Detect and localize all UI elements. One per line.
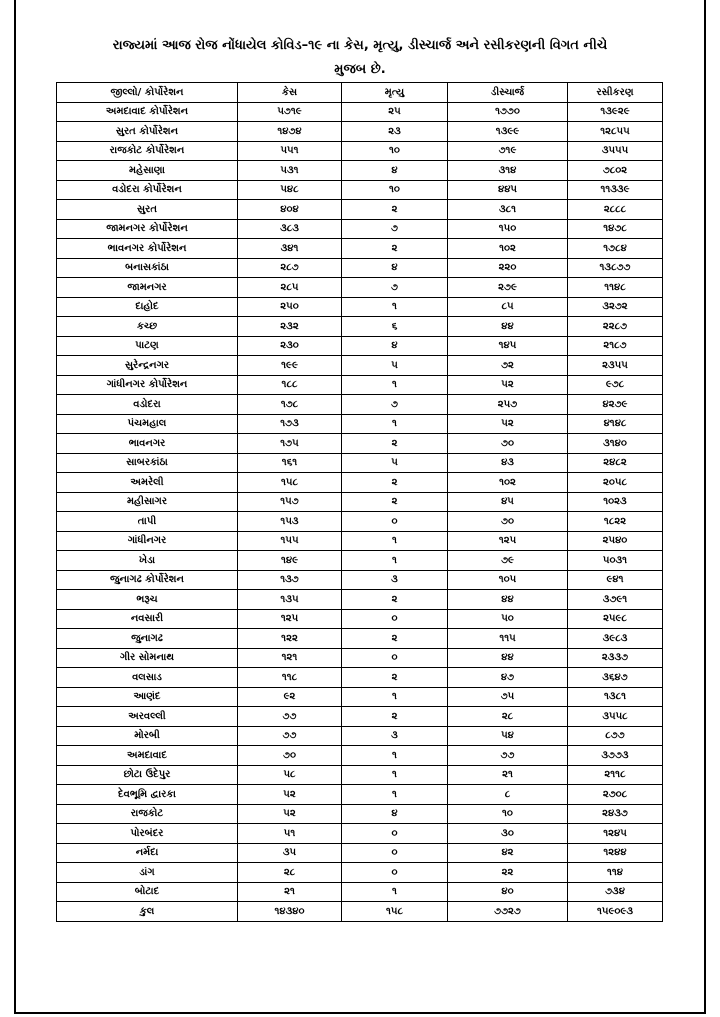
cell-cases: ૨૩૦ — [238, 336, 342, 356]
cell-vaccination: ૩૭૯૧ — [568, 590, 663, 610]
cell-district: જુનાગઢ કોર્પોરેશન — [57, 570, 238, 590]
cell-deaths: ૧ — [342, 765, 448, 785]
cell-vaccination: ૩૨૭૨ — [568, 297, 663, 317]
cell-vaccination: ૨૦૫૮ — [568, 473, 663, 493]
cell-vaccination: ૭૮૦૨ — [568, 161, 663, 181]
covid-stats-table — [56, 82, 663, 922]
cell-cases: ૨૫૦ — [238, 297, 342, 317]
cell-discharge: ૭૯ — [448, 551, 568, 571]
cell-discharge: ૪૦ — [448, 882, 568, 902]
cell-cases: ૨૮૫ — [238, 278, 342, 298]
cell-cases: ૪૦૪ — [238, 200, 342, 220]
cell-discharge: ૧૦૨ — [448, 473, 568, 493]
cell-cases: ૧૩૫ — [238, 590, 342, 610]
cell-deaths: ૨ — [342, 590, 448, 610]
cell-district: ભાવનગર કોર્પોરેશન — [57, 239, 238, 259]
table-row — [57, 726, 663, 746]
cell-vaccination: ૧૩૯૨૯ — [568, 102, 663, 122]
cell-district: ભાવનગર — [57, 434, 238, 454]
cell-district: ગીર સોમનાથ — [57, 648, 238, 668]
cell-district: મોરબી — [57, 726, 238, 746]
cell-discharge: ૩૧૪ — [448, 161, 568, 181]
cell-discharge: ૩૮૧ — [448, 200, 568, 220]
cell-vaccination: ૧૩૮૭૭ — [568, 258, 663, 278]
table-row — [57, 219, 663, 239]
cell-deaths: ૭ — [342, 395, 448, 415]
cell-deaths: ૧ — [342, 375, 448, 395]
cell-vaccination: ૩૬૪૭ — [568, 668, 663, 688]
cell-deaths: ૧ — [342, 531, 448, 551]
table-row — [57, 843, 663, 863]
cell-vaccination: ૯૭૮ — [568, 375, 663, 395]
cell-discharge: ૮ — [448, 785, 568, 805]
cell-vaccination: ૨૨૮૭ — [568, 317, 663, 337]
table-row — [57, 258, 663, 278]
cell-vaccination: ૨૭૦૮ — [568, 785, 663, 805]
cell-deaths: ૭ — [342, 219, 448, 239]
cell-discharge: ૫૨ — [448, 414, 568, 434]
cell-discharge: ૫૨ — [448, 375, 568, 395]
cell-district: આણંદ — [57, 687, 238, 707]
cell-discharge: ૭૫ — [448, 687, 568, 707]
cell-deaths: ૦ — [342, 843, 448, 863]
cell-cases: ૨૮૭ — [238, 258, 342, 278]
cell-district: સુરત કોર્પોરેશન — [57, 122, 238, 142]
cell-vaccination: ૨૮૮૮ — [568, 200, 663, 220]
cell-district: કચ્છ — [57, 317, 238, 337]
cell-cases: ૭૭ — [238, 726, 342, 746]
cell-cases: ૧૪૩૪૦ — [238, 902, 342, 922]
cell-deaths: ૧ — [342, 746, 448, 766]
cell-vaccination: ૩૧૪૦ — [568, 434, 663, 454]
cell-vaccination: ૧૨૪૪ — [568, 843, 663, 863]
cell-deaths: ૨ — [342, 239, 448, 259]
table-row — [57, 395, 663, 415]
cell-district: પંચમહાલ — [57, 414, 238, 434]
cell-deaths: ૩ — [342, 570, 448, 590]
header-discharge: ડીસ્ચાર્જ — [448, 83, 568, 103]
cell-deaths: ૧ — [342, 687, 448, 707]
table-row — [57, 356, 663, 376]
cell-cases: ૧૫૩ — [238, 512, 342, 532]
cell-discharge: ૧૧૫ — [448, 629, 568, 649]
table-row — [57, 375, 663, 395]
cell-deaths: ૨ — [342, 492, 448, 512]
table-row — [57, 473, 663, 493]
cell-cases: ૫૪૮ — [238, 180, 342, 200]
cell-deaths: ૧ — [342, 785, 448, 805]
cell-vaccination: ૮૭૭ — [568, 726, 663, 746]
table-row — [57, 590, 663, 610]
cell-vaccination: ૨૧૧૮ — [568, 765, 663, 785]
cell-vaccination: ૪૨૭૯ — [568, 395, 663, 415]
cell-deaths: ૧૦ — [342, 180, 448, 200]
cell-deaths: ૫ — [342, 453, 448, 473]
cell-district: અમદાવાદ કોર્પોરેશન — [57, 102, 238, 122]
cell-discharge: ૪૪૫ — [448, 180, 568, 200]
cell-deaths: ૨૫ — [342, 102, 448, 122]
cell-cases: ૨૧ — [238, 882, 342, 902]
cell-deaths: ૦ — [342, 512, 448, 532]
table-row — [57, 648, 663, 668]
table-row — [57, 570, 663, 590]
table-row — [57, 161, 663, 181]
table-row — [57, 785, 663, 805]
cell-deaths: ૨ — [342, 629, 448, 649]
cell-discharge: ૨૨ — [448, 863, 568, 883]
cell-district: અરવલ્લી — [57, 707, 238, 727]
header-district: જીલ્લો/ કોર્પોરેશન — [57, 83, 238, 103]
cell-cases: ૧૭૮ — [238, 395, 342, 415]
cell-deaths: ૦ — [342, 863, 448, 883]
title-line-2: મુજબ છે. — [334, 62, 386, 77]
cell-cases: ૧૯૯ — [238, 356, 342, 376]
cell-district: સાબરકાંઠા — [57, 453, 238, 473]
cell-cases: ૫૮ — [238, 765, 342, 785]
cell-discharge: ૧૨૫ — [448, 531, 568, 551]
cell-discharge: ૫૦ — [448, 609, 568, 629]
cell-vaccination: ૭૩૪ — [568, 882, 663, 902]
cell-district: રાજકોટ કોર્પોરેશન — [57, 141, 238, 161]
cell-vaccination: ૩૫૫૫ — [568, 141, 663, 161]
cell-district: નર્મદા — [57, 843, 238, 863]
cell-deaths: ૧૦ — [342, 141, 448, 161]
cell-district: ડાંગ — [57, 863, 238, 883]
cell-cases: ૧૫૮ — [238, 473, 342, 493]
cell-cases: ૧૮૮ — [238, 375, 342, 395]
cell-district: છોટા ઉદેપુર — [57, 765, 238, 785]
cell-district: દેવભૂમિ દ્વારકા — [57, 785, 238, 805]
cell-discharge: ૭૨ — [448, 356, 568, 376]
cell-discharge: ૨૮ — [448, 707, 568, 727]
cell-deaths: ૦ — [342, 648, 448, 668]
table-row — [57, 336, 663, 356]
cell-district: બનાસકાંઠા — [57, 258, 238, 278]
cell-vaccination: ૨૧૮૭ — [568, 336, 663, 356]
table-row — [57, 687, 663, 707]
cell-cases: ૫૩૧ — [238, 161, 342, 181]
cell-deaths: ૪ — [342, 336, 448, 356]
cell-discharge: ૫૪ — [448, 726, 568, 746]
cell-cases: ૨૩૨ — [238, 317, 342, 337]
cell-district: પોરબંદર — [57, 824, 238, 844]
table-row — [57, 512, 663, 532]
cell-district: મહેસાણા — [57, 161, 238, 181]
cell-vaccination: ૩૯૮૩ — [568, 629, 663, 649]
cell-vaccination: ૨૫૯૮ — [568, 609, 663, 629]
title-line-1: રાજ્યમાં આજ રોજ નોંધાયેલ કોવિડ–૧૯ ના કેસ, મૃત્યુ, ડીસ્ચાર્જ અને રસીકરણની વિગત નીચે — [112, 38, 608, 53]
table-row — [57, 668, 663, 688]
cell-district: મહીસાગર — [57, 492, 238, 512]
cell-discharge: ૧૦૨ — [448, 239, 568, 259]
cell-deaths: ૧ — [342, 882, 448, 902]
cell-discharge: ૪૪ — [448, 648, 568, 668]
cell-cases: ૧૨૨ — [238, 629, 342, 649]
table-row — [57, 609, 663, 629]
cell-vaccination: ૫૦૩૧ — [568, 551, 663, 571]
table-row — [57, 824, 663, 844]
cell-vaccination: ૧૨૪૫ — [568, 824, 663, 844]
cell-vaccination: ૧૫૯૦૯૩ — [568, 902, 663, 922]
table-row — [57, 141, 663, 161]
cell-vaccination: ૧૦૨૩ — [568, 492, 663, 512]
cell-district: સુરેન્દ્રનગર — [57, 356, 238, 376]
cell-discharge: ૭૦ — [448, 512, 568, 532]
table-row — [57, 200, 663, 220]
cell-vaccination: ૪૧૪૮ — [568, 414, 663, 434]
cell-district: અમરેલી — [57, 473, 238, 493]
cell-district: બોટાદ — [57, 882, 238, 902]
cell-deaths: ૪ — [342, 161, 448, 181]
cell-cases: ૧૭૫ — [238, 434, 342, 454]
cell-vaccination: ૧૧૪૮ — [568, 278, 663, 298]
cell-vaccination: ૧૭૮૪ — [568, 239, 663, 259]
cell-district: નવસારી — [57, 609, 238, 629]
cell-deaths: ૪ — [342, 258, 448, 278]
table-body — [57, 102, 663, 921]
cell-discharge: ૧૭૭૦ — [448, 102, 568, 122]
table-row — [57, 765, 663, 785]
cell-cases: ૧૫૫ — [238, 531, 342, 551]
cell-cases: ૧૨૫ — [238, 609, 342, 629]
table-header-row — [57, 83, 663, 103]
cell-vaccination: ૧૨૮૫૫ — [568, 122, 663, 142]
cell-deaths: ૫ — [342, 356, 448, 376]
cell-vaccination: ૯૪૧ — [568, 570, 663, 590]
table-row — [57, 882, 663, 902]
cell-discharge: ૧૫૦ — [448, 219, 568, 239]
cell-vaccination: ૨૪૩૭ — [568, 804, 663, 824]
cell-district: રાજકોટ — [57, 804, 238, 824]
cell-vaccination: ૨૫૪૦ — [568, 531, 663, 551]
cell-discharge: ૨૨૦ — [448, 258, 568, 278]
cell-cases: ૧૪૭૪ — [238, 122, 342, 142]
cell-discharge: ૪૪ — [448, 317, 568, 337]
cell-vaccination: ૩૭૭૩ — [568, 746, 663, 766]
table-row — [57, 804, 663, 824]
table-row — [57, 434, 663, 454]
cell-cases: ૩૫ — [238, 843, 342, 863]
cell-district: અમદાવાદ — [57, 746, 238, 766]
table-row — [57, 102, 663, 122]
cell-deaths: ૭ — [342, 278, 448, 298]
cell-discharge: ૨૭૯ — [448, 278, 568, 298]
table-row — [57, 453, 663, 473]
cell-deaths: ૨ — [342, 434, 448, 454]
cell-vaccination: ૧૧૩૩૯ — [568, 180, 663, 200]
cell-discharge: ૧૦૫ — [448, 570, 568, 590]
table-row — [57, 180, 663, 200]
cell-vaccination: ૧૮૨૨ — [568, 512, 663, 532]
cell-discharge: ૪૭ — [448, 668, 568, 688]
cell-district: દાહોદ — [57, 297, 238, 317]
header-deaths: મૃત્યુ — [342, 83, 448, 103]
table-row — [57, 317, 663, 337]
cell-cases: ૩૪૧ — [238, 239, 342, 259]
cell-vaccination: ૨૩૩૭ — [568, 648, 663, 668]
table-row — [57, 278, 663, 298]
cell-district: ગાંધીનગર — [57, 531, 238, 551]
cell-cases: ૧૬૧ — [238, 453, 342, 473]
cell-discharge: ૮૫ — [448, 297, 568, 317]
cell-discharge: ૭૭૨૭ — [448, 902, 568, 922]
cell-discharge: ૪૫ — [448, 492, 568, 512]
cell-discharge: ૪૨ — [448, 843, 568, 863]
table-row — [57, 629, 663, 649]
cell-deaths: ૪ — [342, 804, 448, 824]
cell-discharge: ૭૦ — [448, 434, 568, 454]
cell-district: ખેડા — [57, 551, 238, 571]
table-row — [57, 746, 663, 766]
cell-district: વડોદરા કોર્પોરેશન — [57, 180, 238, 200]
cell-discharge: ૧૪૫ — [448, 336, 568, 356]
cell-discharge: ૪૪ — [448, 590, 568, 610]
cell-district: પાટણ — [57, 336, 238, 356]
cell-cases: ૧૭૩ — [238, 414, 342, 434]
cell-district: વડોદરા — [57, 395, 238, 415]
table-row — [57, 122, 663, 142]
cell-deaths: ૩ — [342, 726, 448, 746]
cell-discharge: ૨૫૭ — [448, 395, 568, 415]
table-row — [57, 492, 663, 512]
table-row — [57, 863, 663, 883]
cell-vaccination: ૨૩૫૫ — [568, 356, 663, 376]
cell-cases: ૭૦ — [238, 746, 342, 766]
document-title — [60, 34, 660, 82]
cell-deaths: ૧ — [342, 414, 448, 434]
cell-deaths: ૧૫૮ — [342, 902, 448, 922]
cell-deaths: ૧ — [342, 551, 448, 571]
cell-cases: ૯૨ — [238, 687, 342, 707]
cell-cases: ૫૧ — [238, 824, 342, 844]
table-total-row — [57, 902, 663, 922]
cell-district: વલસાડ — [57, 668, 238, 688]
cell-cases: ૫૫૧ — [238, 141, 342, 161]
table-row — [57, 239, 663, 259]
cell-deaths: ૦ — [342, 824, 448, 844]
cell-discharge: ૪૩ — [448, 453, 568, 473]
cell-discharge: ૩૦ — [448, 824, 568, 844]
cell-discharge: ૧૦ — [448, 804, 568, 824]
cell-cases: ૧૨૧ — [238, 648, 342, 668]
cell-discharge: ૭૧૯ — [448, 141, 568, 161]
header-cases: કેસ — [238, 83, 342, 103]
cell-vaccination: ૩૫૫૮ — [568, 707, 663, 727]
cell-deaths: ૧ — [342, 297, 448, 317]
cell-cases: ૫૨ — [238, 804, 342, 824]
cell-cases: ૧૧૮ — [238, 668, 342, 688]
cell-cases: ૩૮૩ — [238, 219, 342, 239]
cell-discharge: ૨૧ — [448, 765, 568, 785]
cell-district: ભરૂચ — [57, 590, 238, 610]
table-row — [57, 414, 663, 434]
cell-deaths: ૨ — [342, 473, 448, 493]
cell-district: જામનગર — [57, 278, 238, 298]
cell-cases: ૭૭ — [238, 707, 342, 727]
cell-deaths: ૨૩ — [342, 122, 448, 142]
cell-vaccination: ૧૪૭૮ — [568, 219, 663, 239]
cell-cases: ૧૩૭ — [238, 570, 342, 590]
cell-deaths: ૬ — [342, 317, 448, 337]
table-row — [57, 707, 663, 727]
table-row — [57, 551, 663, 571]
cell-cases: ૫૭૧૯ — [238, 102, 342, 122]
cell-vaccination: ૨૪૮૨ — [568, 453, 663, 473]
cell-vaccination: ૧૩૮૧ — [568, 687, 663, 707]
cell-district: સુરત — [57, 200, 238, 220]
cell-discharge: ૭૭ — [448, 746, 568, 766]
table-row — [57, 297, 663, 317]
cell-district: જુનાગઢ — [57, 629, 238, 649]
cell-discharge: ૧૩૯૯ — [448, 122, 568, 142]
cell-district: ગાંધીનગર કોર્પોરેશન — [57, 375, 238, 395]
table-row — [57, 531, 663, 551]
cell-district: કુલ — [57, 902, 238, 922]
cell-deaths: ૨ — [342, 707, 448, 727]
cell-deaths: ૨ — [342, 668, 448, 688]
cell-deaths: ૨ — [342, 200, 448, 220]
cell-cases: ૨૮ — [238, 863, 342, 883]
header-vaccination: રસીકરણ — [568, 83, 663, 103]
cell-cases: ૧૪૯ — [238, 551, 342, 571]
cell-deaths: ૦ — [342, 609, 448, 629]
cell-district: તાપી — [57, 512, 238, 532]
cell-district: જામનગર કોર્પોરેશન — [57, 219, 238, 239]
cell-cases: ૫૨ — [238, 785, 342, 805]
cell-cases: ૧૫૭ — [238, 492, 342, 512]
cell-vaccination: ૧૧૪ — [568, 863, 663, 883]
